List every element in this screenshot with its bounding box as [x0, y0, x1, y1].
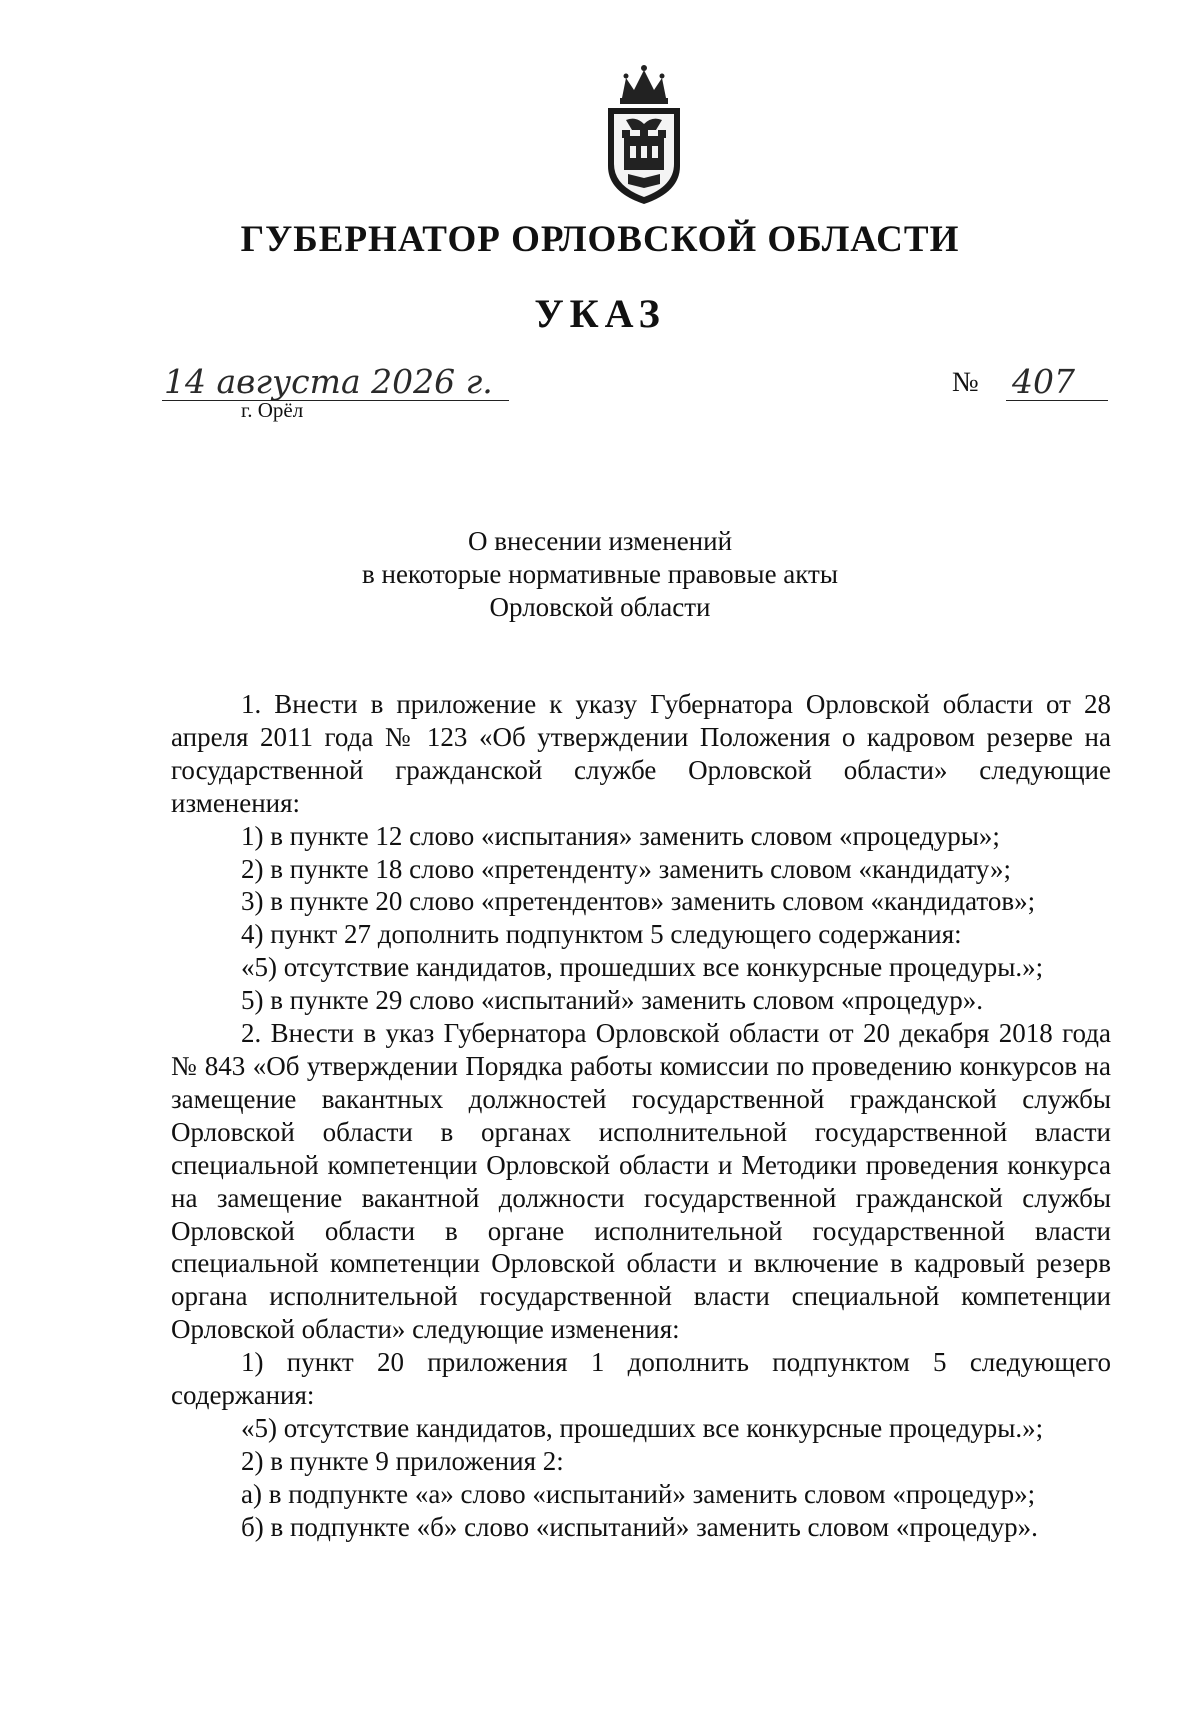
- clause-2-item: а) в подпункте «а» слово «испытаний» заменить словом «процедур»;: [241, 1478, 1036, 1509]
- subject-line: в некоторые нормативные правовые акты: [362, 559, 838, 589]
- decree-place: г. Орёл: [241, 398, 304, 422]
- decree-number-label: №: [952, 367, 979, 398]
- clause-1-item: 4) пункт 27 дополнить подпунктом 5 следующего содержания:: [241, 919, 962, 950]
- decree-date: 14 августа 2026 г.: [162, 362, 509, 401]
- subject-line: Орловской области: [489, 592, 711, 622]
- clause-1: 1. Внести в приложение к указу Губернатора Орловской области от 28 апреля 2011 года № 123 «Об утверждении Положения о кадровом резерве на государственной гражданской службе Орловской области» следующие изменения:: [171, 689, 1111, 818]
- clause-2-item: «5) отсутствие кандидатов, прошедших все конкурсные процедуры.»;: [241, 1412, 1044, 1443]
- clause-1-item: 2) в пункте 18 слово «претенденту» заменить словом «кандидату»;: [241, 853, 1011, 884]
- decree-subject: [0, 525, 1200, 624]
- clause-1-item: 5) в пункте 29 слово «испытаний» заменить словом «процедур».: [241, 985, 984, 1016]
- clause-1-item: 1) в пункте 12 слово «испытания» заменить словом «процедуры»;: [241, 820, 1000, 851]
- clause-2-item: б) в подпункте «б» слово «испытаний» заменить словом «процедур».: [241, 1511, 1038, 1542]
- coat-of-arms-icon: [596, 58, 692, 208]
- decree-body: [171, 688, 1111, 1544]
- clause-1-item: 3) в пункте 20 слово «претендентов» заменить словом «кандидатов»;: [241, 886, 1036, 917]
- issuing-authority: ГУБЕРНАТОР ОРЛОВСКОЙ ОБЛАСТИ: [240, 219, 960, 260]
- clause-2: 2. Внести в указ Губернатора Орловской области от 20 декабря 2018 года № 843 «Об утверждении Порядка работы комиссии по проведению конкурсов на замещение вакантных должностей государственной гражданской службы Орловской области в органах исполнительной государственной власти специальной компетенции Орловской области и Методики проведения конкурса на замещение вакантной должности государственной гражданской службы Орловской области в органе исполнительной государственной власти специальной компетенции Орловской области и включение в кадровый резерв органа исполнительной государственной власти специальной компетенции Орловской области» следующие изменения:: [171, 1018, 1111, 1345]
- clause-2-item: 2) в пункте 9 приложения 2:: [241, 1445, 564, 1476]
- decree-number: 407: [1006, 362, 1108, 401]
- clause-2-item: 1) пункт 20 приложения 1 дополнить подпунктом 5 следующего содержания:: [171, 1347, 1111, 1411]
- document-type-title: УКАЗ: [534, 291, 666, 336]
- subject-line: О внесении изменений: [467, 526, 733, 556]
- clause-1-item: «5) отсутствие кандидатов, прошедших все конкурсные процедуры.»;: [241, 952, 1044, 983]
